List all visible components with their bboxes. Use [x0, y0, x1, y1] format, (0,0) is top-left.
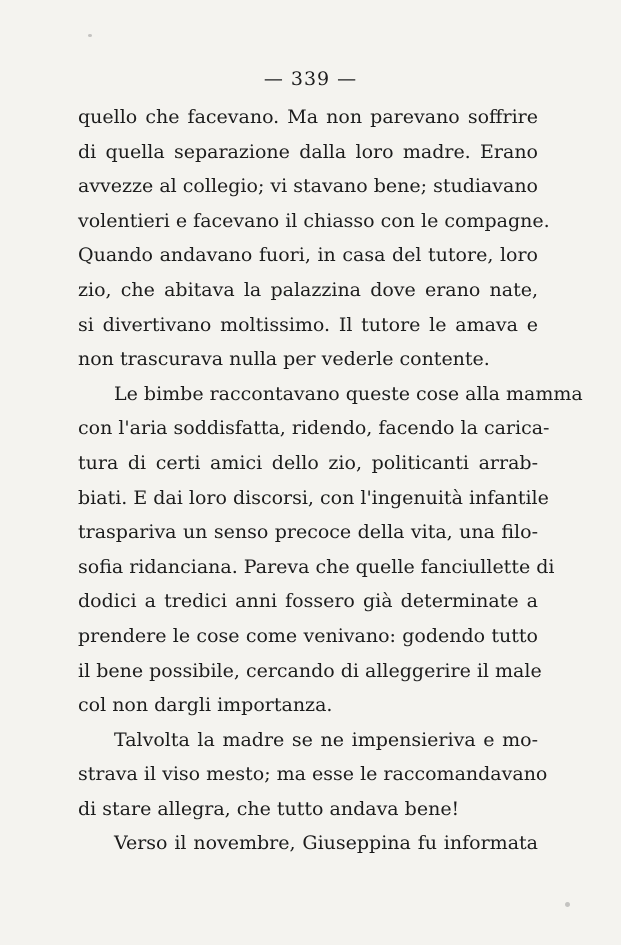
text-line: prendere le cose come venivano: godendo tutto: [78, 624, 538, 647]
text-line: traspariva un senso precoce della vita, una filo-: [78, 521, 538, 544]
text-line: quello che facevano. Ma non parevano soffrire: [78, 106, 538, 128]
text-line: di quella separazione dalla loro madre. Erano: [78, 140, 538, 163]
text-line: Le bimbe raccontavano queste cose alla mamma: [114, 382, 583, 405]
text-line: avvezze al collegio; vi stavano bene; studiavano: [78, 175, 538, 198]
text-line: non trascurava nulla per vederle contente.: [78, 348, 490, 371]
text-line: con l'aria soddisfatta, ridendo, facendo la carica-: [78, 417, 550, 440]
text-line: col non dargli importanza.: [78, 694, 333, 717]
text-line: sofia ridanciana. Pareva che quelle fanciullette di: [78, 555, 555, 578]
text-line: il bene possibile, cercando di alleggerire il male: [78, 659, 542, 682]
text-line: Verso il novembre, Giuseppina fu informata: [114, 832, 538, 855]
text-line: volentieri e facevano il chiasso con le compagne.: [78, 209, 550, 232]
page-number: — 339 —: [263, 68, 358, 90]
text-line: dodici a tredici anni fossero già determinate a: [78, 590, 538, 613]
text-line: strava il viso mesto; ma esse le raccomandavano: [78, 763, 548, 786]
text-line: si divertivano moltissimo. Il tutore le amava e: [78, 313, 538, 336]
body-text: [78, 100, 583, 861]
ink-speck: [88, 34, 92, 37]
text-line: Quando andavano fuori, in casa del tutore, loro: [78, 244, 538, 267]
text-line: Talvolta la madre se ne impensieriva e mo-: [114, 728, 538, 751]
ink-speck: [565, 902, 570, 907]
text-line: di stare allegra, che tutto andava bene!: [78, 797, 460, 820]
text-line: biati. E dai loro discorsi, con l'ingenuità infantile: [78, 486, 549, 509]
text-line: tura di certi amici dello zio, politicanti arrab-: [78, 451, 538, 474]
text-line: zio, che abitava la palazzina dove erano nate,: [78, 278, 538, 301]
